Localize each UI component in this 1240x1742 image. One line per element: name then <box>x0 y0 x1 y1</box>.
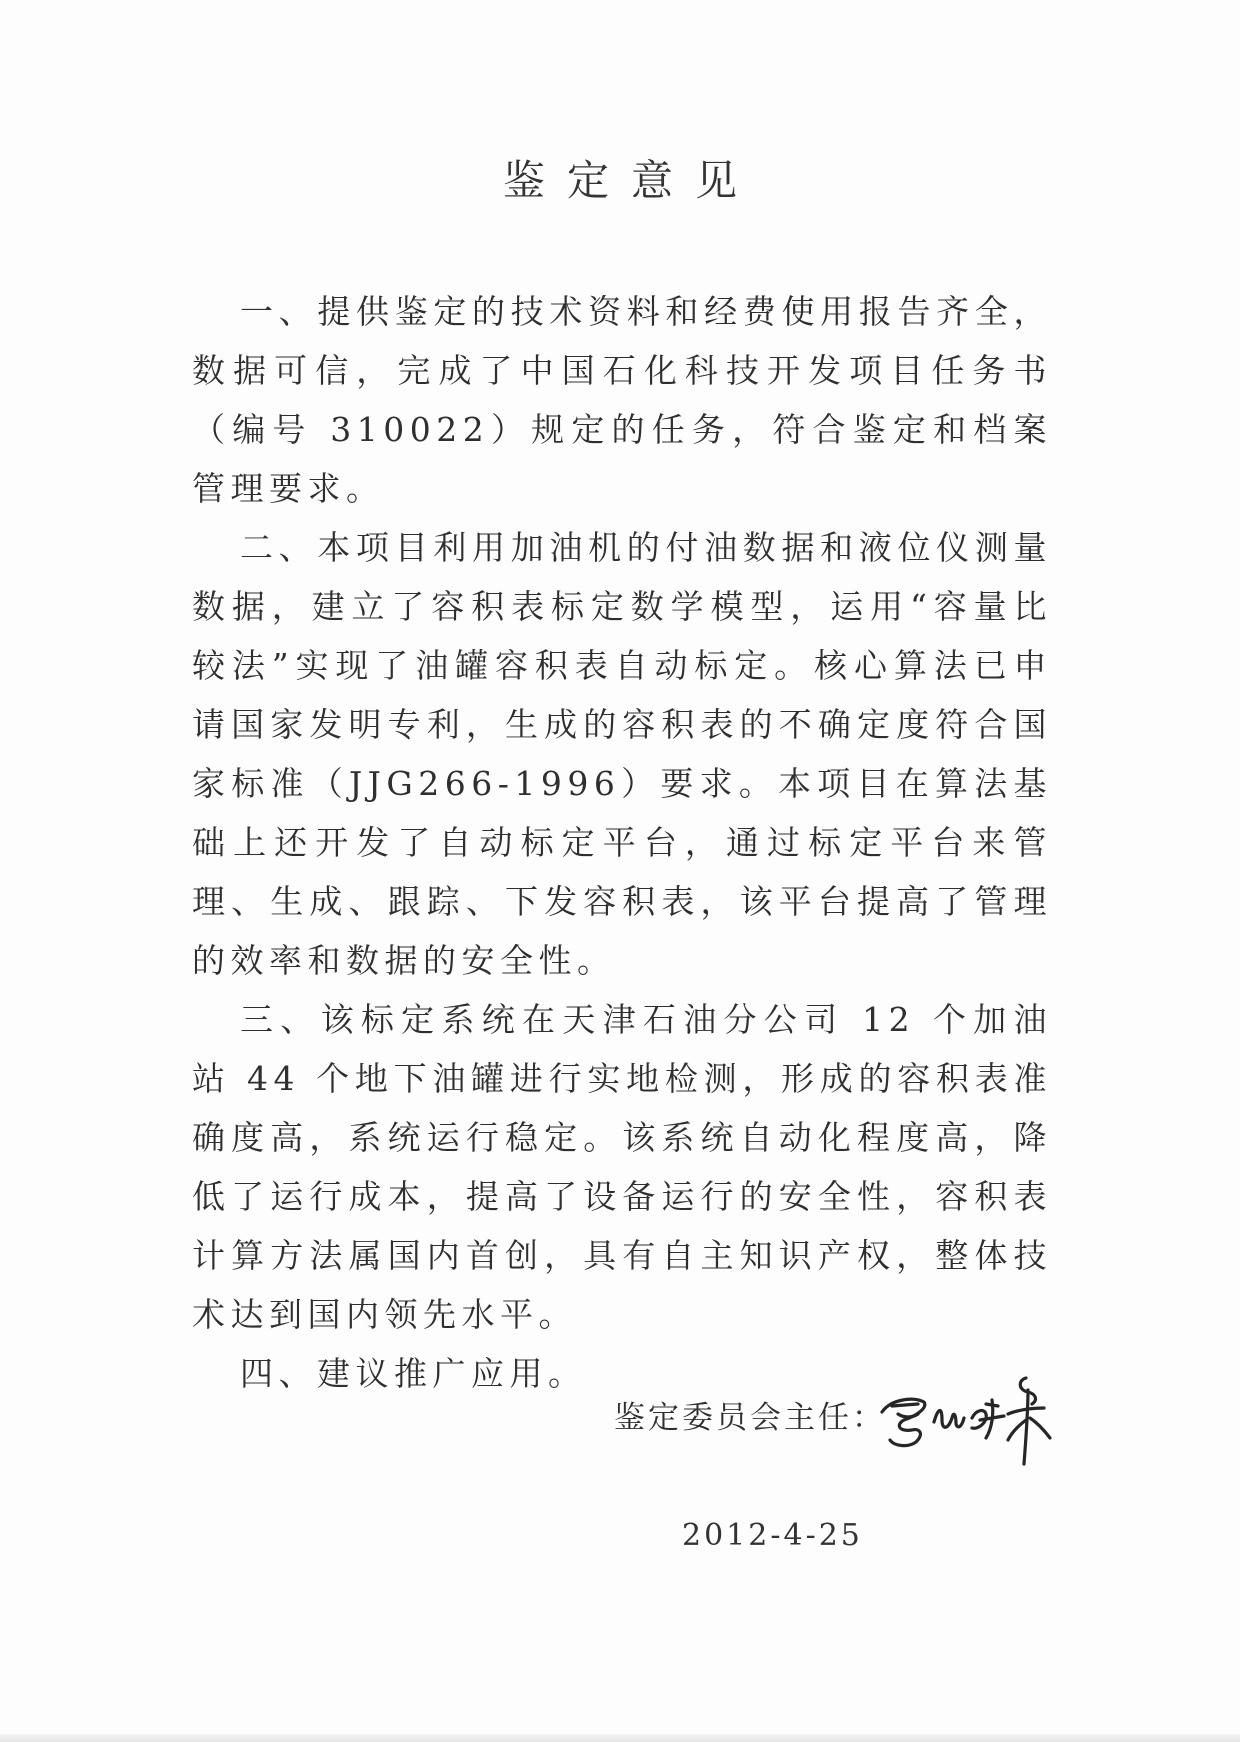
document-body <box>192 282 1052 1403</box>
document-title: 鉴定意见 <box>502 156 759 205</box>
document-date: 2012-4-25 <box>682 1518 863 1553</box>
paragraph-3: 三、该标定系统在天津石油分公司 12 个加油站 44 个地下油罐进行实地检测，形成的容积表准确度高，系统运行稳定。该系统自动化程度高，降低了运行成本，提高了设备运行的安全性，容积表计算方法属国内首创，具有自主知识产权，整体技术达到国内领先水平。 <box>192 1000 1052 1334</box>
handwritten-signature <box>868 1360 1068 1470</box>
signature-block <box>614 1378 1054 1488</box>
paragraph-4: 四、建议推广应用。 <box>240 1354 587 1393</box>
paragraph-1: 一、提供鉴定的技术资料和经费使用报告齐全，数据可信，完成了中国石化科技开发项目任务书（编号 310022）规定的任务，符合鉴定和档案管理要求。 <box>192 292 1052 508</box>
signature-label: 鉴定委员会主任： <box>614 1400 886 1436</box>
paragraph-2: 二、本项目利用加油机的付油数据和液位仪测量数据，建立了容积表标定数学模型，运用“容量比较法”实现了油罐容积表自动标定。核心算法已申请国家发明专利，生成的容积表的不确定度符合国家标准（JJG266-1996）要求。本项目在算法基础上还开发了自动标定平台，通过标定平台来管理、生成、跟踪、下发容积表，该平台提高了管理的效率和数据的安全性。 <box>192 528 1052 980</box>
page-bottom-edge <box>0 1734 1240 1742</box>
